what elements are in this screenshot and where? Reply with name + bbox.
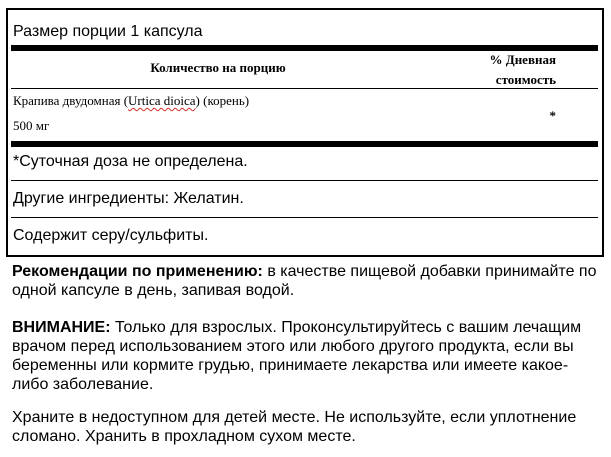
ingredient-latin-name: Urtica dioica [128, 93, 196, 108]
warning-text: Только для взрослых. Проконсультируйтесь с вашим лечащим врачом перед использованием этого или любого другого продукта, если вы беременны или кормите грудью, принимаете лекарства или имеете какое-либо заболевание. [12, 319, 582, 393]
daily-value-header-line2: стоимость [495, 72, 556, 87]
daily-value-header-line1: % Дневная [489, 52, 556, 67]
other-ingredients: Другие ингредиенты: Желатин. [13, 190, 244, 207]
warning-label: ВНИМАНИЕ: [12, 319, 111, 336]
thin-divider [11, 88, 598, 89]
ingredient-daily-value: * [549, 108, 556, 123]
supplement-facts-box [6, 8, 604, 257]
ingredient-name-prefix: Крапива двудомная ( [13, 93, 129, 108]
thin-divider [11, 217, 598, 218]
amount-per-serving-header: Количество на порцию [150, 60, 286, 75]
contains-notice: Содержит серу/сульфиты. [13, 227, 209, 244]
directions-text: в качестве пищевой добавки принимайте по одной капсуле в день, запивая водой. [12, 263, 597, 299]
daily-value-footnote: *Суточная доза не определена. [13, 153, 248, 170]
warning-paragraph [12, 318, 602, 394]
directions-label: Рекомендации по применению: [12, 263, 263, 280]
thin-divider [11, 180, 598, 181]
ingredient-amount: 500 мг [13, 118, 50, 133]
serving-size: Размер порции 1 капсула [13, 23, 203, 40]
directions-paragraph [12, 262, 602, 300]
ingredient-name-suffix: ) (корень) [195, 93, 250, 108]
storage-paragraph: Храните в недоступном для детей месте. Не используйте, если уплотнение сломано. Хранить в прохладном сухом месте. [12, 409, 577, 445]
ingredient-name [13, 93, 249, 109]
thick-divider [11, 141, 598, 147]
daily-value-header [490, 50, 557, 90]
